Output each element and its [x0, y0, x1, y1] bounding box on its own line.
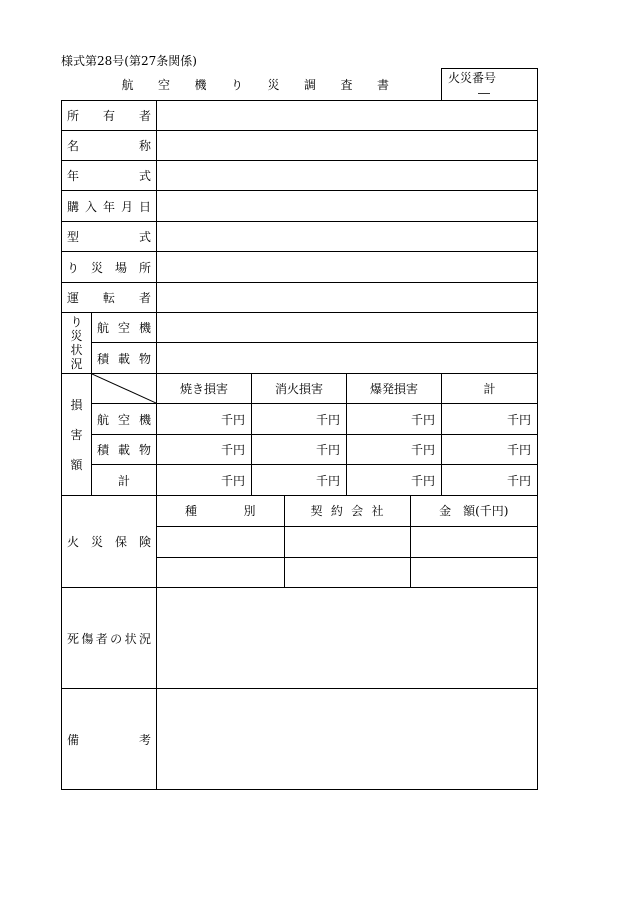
insurance-header-amount: 金 額(千円) [410, 496, 537, 526]
damage-aircraft-label: 航 空 機 [92, 404, 157, 435]
insurance-table-cell [157, 496, 538, 588]
fire-place-label: り 災 場 所 [62, 252, 157, 283]
insurance-amount-1[interactable] [410, 526, 537, 557]
purchase-date-label: 購 入 年 月 日 [62, 191, 157, 222]
insurance-amount-2[interactable] [410, 557, 537, 587]
name-label: 名 称 [62, 131, 157, 161]
fire-number-value: ― [478, 86, 491, 100]
status-aircraft-label: 航 空 機 [92, 313, 157, 343]
owner-label: 所 有 者 [62, 101, 157, 131]
insurance-company-1[interactable] [284, 526, 410, 557]
fire-insurance-label: 火 災 保 険 [62, 496, 157, 588]
year-field[interactable] [157, 161, 538, 191]
damage-total-explosion[interactable]: 千円 [347, 465, 442, 496]
model-field[interactable] [157, 222, 538, 252]
aircraft-fire-report-form [61, 68, 538, 790]
fire-place-field[interactable] [157, 252, 538, 283]
diagonal-line [92, 374, 156, 403]
owner-field[interactable] [157, 101, 538, 131]
name-field[interactable] [157, 131, 538, 161]
fire-number-cell[interactable] [442, 69, 538, 101]
damage-total-burn[interactable]: 千円 [157, 465, 252, 496]
damage-cargo-label: 積 載 物 [92, 435, 157, 465]
damage-cargo-explosion[interactable]: 千円 [347, 435, 442, 465]
damage-aircraft-explosion[interactable]: 千円 [347, 404, 442, 435]
fire-status-group-label: り 災 状 況 [62, 313, 92, 374]
year-label: 年 式 [62, 161, 157, 191]
insurance-type-1[interactable] [157, 526, 284, 557]
insurance-header-type: 種 別 [157, 496, 284, 526]
damage-total-total[interactable]: 千円 [442, 465, 538, 496]
damage-total-label: 計 [92, 465, 157, 496]
form-title: 航 空 機 り 災 調 査 書 [62, 69, 442, 101]
insurance-table [157, 496, 537, 587]
status-aircraft-field[interactable] [157, 313, 538, 343]
damage-group-label: 損 害 額 [62, 374, 92, 496]
operator-field[interactable] [157, 283, 538, 313]
damage-aircraft-extinguish[interactable]: 千円 [252, 404, 347, 435]
casualty-label: 死 傷 者 の 状 況 [62, 588, 157, 689]
damage-cargo-total[interactable]: 千円 [442, 435, 538, 465]
damage-aircraft-total[interactable]: 千円 [442, 404, 538, 435]
damage-cargo-burn[interactable]: 千円 [157, 435, 252, 465]
fire-number-label: 火災番号 [448, 71, 497, 85]
damage-total-extinguish[interactable]: 千円 [252, 465, 347, 496]
remarks-label: 備 考 [62, 689, 157, 790]
form-number: 様式第28号(第27条関係) [61, 54, 197, 68]
damage-header-explosion: 爆発損害 [347, 374, 442, 404]
damage-header-burn: 焼き損害 [157, 374, 252, 404]
casualty-field[interactable] [157, 588, 538, 689]
damage-header-total: 計 [442, 374, 538, 404]
insurance-header-company: 契 約 会 社 [284, 496, 410, 526]
remarks-field[interactable] [157, 689, 538, 790]
damage-diagonal-cell [92, 374, 157, 404]
status-cargo-field[interactable] [157, 343, 538, 374]
purchase-date-field[interactable] [157, 191, 538, 222]
damage-aircraft-burn[interactable]: 千円 [157, 404, 252, 435]
damage-header-extinguish: 消火損害 [252, 374, 347, 404]
insurance-company-2[interactable] [284, 557, 410, 587]
operator-label: 運 転 者 [62, 283, 157, 313]
status-cargo-label: 積 載 物 [92, 343, 157, 374]
insurance-type-2[interactable] [157, 557, 284, 587]
model-label: 型 式 [62, 222, 157, 252]
damage-cargo-extinguish[interactable]: 千円 [252, 435, 347, 465]
